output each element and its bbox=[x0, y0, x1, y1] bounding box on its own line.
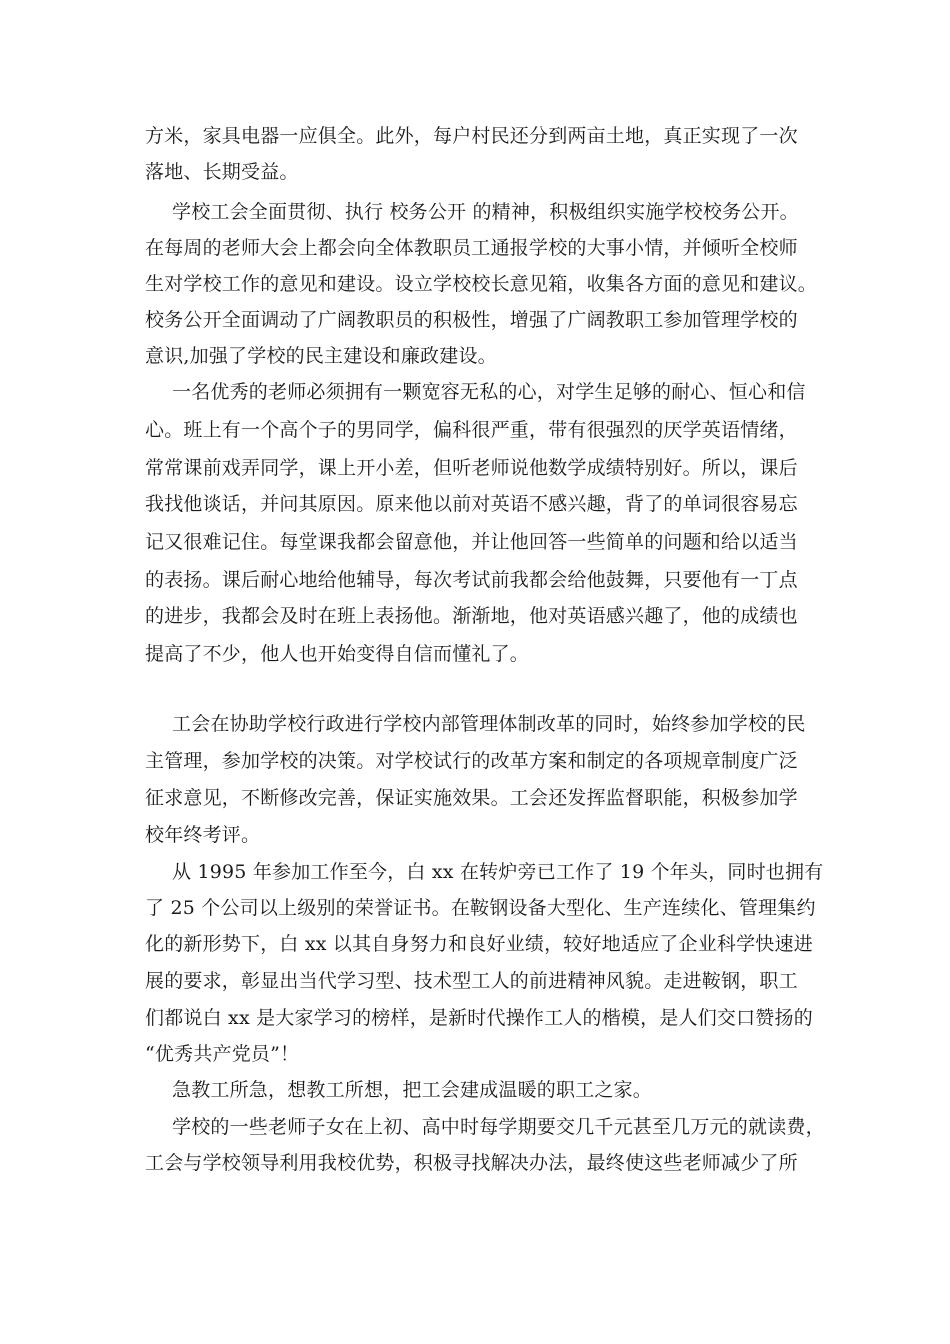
text-line: 常常课前戏弄同学，课上开小差，但听老师说他数学成绩特别好。所以，课后 bbox=[145, 457, 798, 479]
text-line: 了 25 个公司以上级别的荣誉证书。在鞍钢设备大型化、生产连续化、管理集约 bbox=[145, 897, 816, 919]
text-line: 心。班上有一个高个子的男同学，偏科很严重，带有很强烈的厌学英语情绪， bbox=[145, 419, 798, 441]
text-line: 们都说白 xx 是大家学习的榜样，是新时代操作工人的楷模，是人们交口赞扬的 bbox=[145, 1007, 813, 1029]
text-line: 化的新形势下，白 xx 以其自身努力和良好业绩，较好地适应了企业科学快速进 bbox=[145, 933, 813, 955]
paragraph-start: 工会在协助学校行政进行学校内部管理体制改革的同时，始终参加学校的民 bbox=[172, 713, 806, 735]
text-line: 意识,加强了学校的民主建设和廉政建设。 bbox=[145, 345, 497, 367]
paragraph-start: 急教工所急，想教工所想，把工会建成温暖的职工之家。 bbox=[172, 1079, 653, 1101]
text-line: 工会与学校领导利用我校优势，积极寻找解决办法，最终使这些老师减少了所 bbox=[145, 1152, 798, 1174]
text-line: 生对学校工作的意见和建设。设立学校校长意见箱，收集各方面的意见和建议。 bbox=[145, 273, 818, 295]
paragraph-start: 学校工会全面贯彻、执行 校务公开 的精神，积极组织实施学校校务公开。 bbox=[172, 201, 799, 223]
paragraph-start: 从 1995 年参加工作至今，白 xx 在转炉旁已工作了 19 个年头，同时也拥有 bbox=[172, 861, 824, 883]
text-line: 提高了不少，他人也开始变得自信而懂礼了。 bbox=[145, 643, 530, 665]
text-line: 征求意见，不断修改完善，保证实施效果。工会还发挥监督职能，积极参加学 bbox=[145, 787, 798, 809]
text-line: 校务公开全面调动了广阔教职员的积极性，增强了广阔教职工参加管理学校的 bbox=[145, 309, 798, 331]
text-line: 展的要求，彰显出当代学习型、技术型工人的前进精神风貌。走进鞍钢，职工 bbox=[145, 970, 798, 992]
paragraph-start: 一名优秀的老师必须拥有一颗宽容无私的心，对学生足够的耐心、恒心和信 bbox=[172, 381, 806, 403]
text-line: 方米，家具电器一应俱全。此外，每户村民还分到两亩土地，真正实现了一次 bbox=[145, 125, 798, 147]
text-line: “优秀共产党员”！ bbox=[145, 1043, 300, 1065]
paragraph-start: 学校的一些老师子女在上初、高中时每学期要交几千元甚至几万元的就读费， bbox=[172, 1116, 825, 1138]
text-line: 校年终考评。 bbox=[145, 824, 261, 846]
text-line: 的表扬。课后耐心地给他辅导，每次考试前我都会给他鼓舞，只要他有一丁点 bbox=[145, 569, 798, 591]
text-line: 的进步，我都会及时在班上表扬他。渐渐地，他对英语感兴趣了，他的成绩也 bbox=[145, 605, 798, 627]
text-line: 记又很难记住。每堂课我都会留意他，并让他回答一些简单的问题和给以适当 bbox=[145, 531, 798, 553]
text-line: 落地、长期受益。 bbox=[145, 161, 299, 183]
text-line: 在每周的老师大会上都会向全体教职员工通报学校的大事小情，并倾听全校师 bbox=[145, 237, 798, 259]
text-line: 主管理，参加学校的决策。对学校试行的改革方案和制定的各项规章制度广泛 bbox=[145, 750, 798, 772]
text-line: 我找他谈话，并问其原因。原来他以前对英语不感兴趣，背了的单词很容易忘 bbox=[145, 493, 798, 515]
